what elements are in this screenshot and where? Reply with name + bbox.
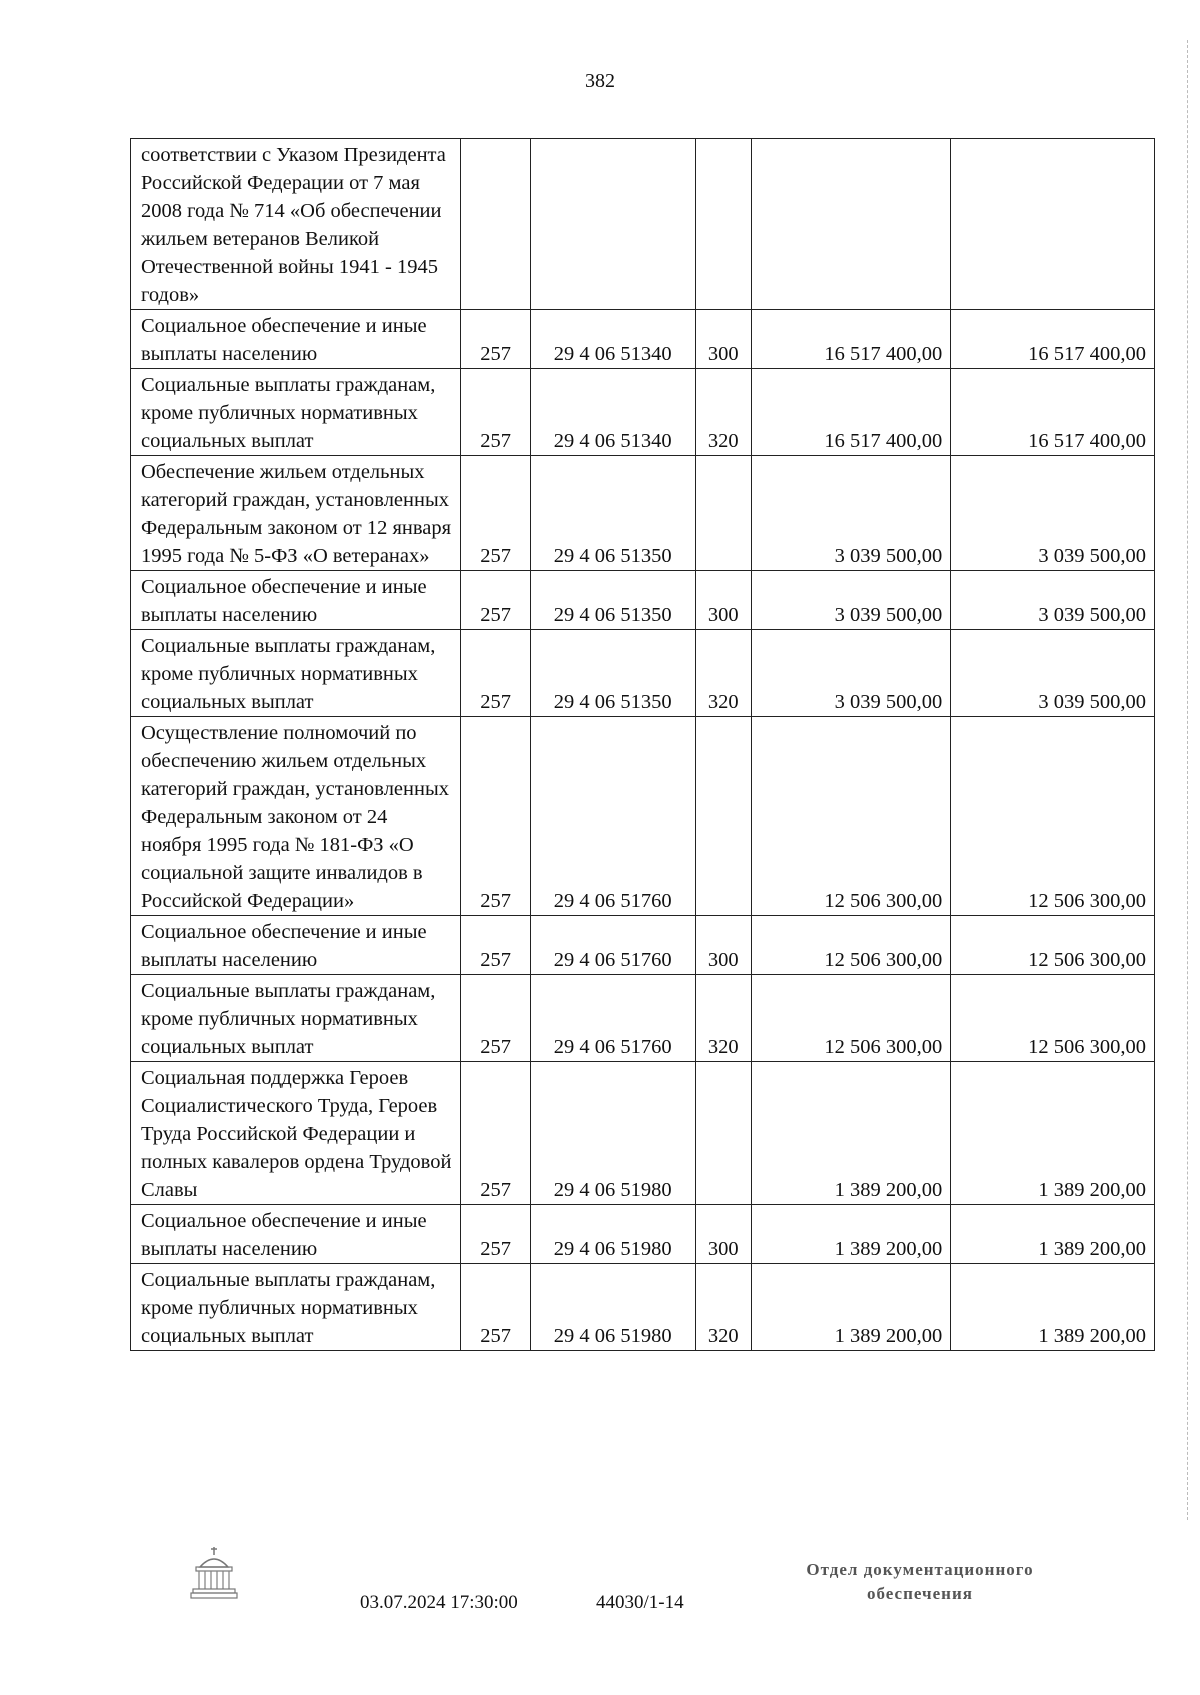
page-number: 382 bbox=[585, 70, 615, 92]
cell-amount-2: 3 039 500,00 bbox=[951, 456, 1155, 571]
cell-target-article: 29 4 06 51350 bbox=[530, 456, 695, 571]
cell-name: соответствии с Указом Президента Российской Федерации от 7 мая 2008 года № 714 «Об обеспечении жильем ветеранов Великой Отечественной войны 1941 - 1945 годов» bbox=[131, 139, 461, 310]
cell-name: Социальные выплаты гражданам, кроме публичных нормативных социальных выплат bbox=[131, 1264, 461, 1351]
table-row bbox=[131, 630, 1155, 717]
cell-target-article: 29 4 06 51980 bbox=[530, 1062, 695, 1205]
cell-amount-1 bbox=[751, 139, 950, 310]
scan-edge-marks bbox=[1187, 40, 1192, 1520]
table-row bbox=[131, 571, 1155, 630]
table-row bbox=[131, 975, 1155, 1062]
cell-amount-2: 12 506 300,00 bbox=[951, 916, 1155, 975]
cell-target-article: 29 4 06 51980 bbox=[530, 1205, 695, 1264]
cell-name: Социальные выплаты гражданам, кроме публичных нормативных социальных выплат bbox=[131, 975, 461, 1062]
cell-expense-type bbox=[695, 717, 751, 916]
cell-target-article: 29 4 06 51340 bbox=[530, 310, 695, 369]
cell-ministry-code: 257 bbox=[461, 369, 530, 456]
cell-ministry-code bbox=[461, 139, 530, 310]
cell-target-article: 29 4 06 51760 bbox=[530, 717, 695, 916]
cell-amount-2: 12 506 300,00 bbox=[951, 717, 1155, 916]
stamp-line-2: обеспечения bbox=[867, 1584, 973, 1603]
cell-name: Социальные выплаты гражданам, кроме публичных нормативных социальных выплат bbox=[131, 630, 461, 717]
cell-target-article: 29 4 06 51760 bbox=[530, 916, 695, 975]
cell-amount-2: 1 389 200,00 bbox=[951, 1205, 1155, 1264]
cell-target-article: 29 4 06 51340 bbox=[530, 369, 695, 456]
cell-target-article: 29 4 06 51350 bbox=[530, 630, 695, 717]
stamp-line-1: Отдел документационного bbox=[806, 1560, 1034, 1579]
cell-ministry-code: 257 bbox=[461, 916, 530, 975]
cell-expense-type: 300 bbox=[695, 571, 751, 630]
table-row bbox=[131, 369, 1155, 456]
table-row bbox=[131, 1264, 1155, 1351]
cell-ministry-code: 257 bbox=[461, 1264, 530, 1351]
cell-ministry-code: 257 bbox=[461, 456, 530, 571]
cell-amount-1: 16 517 400,00 bbox=[751, 369, 950, 456]
cell-expense-type bbox=[695, 139, 751, 310]
cell-amount-1: 12 506 300,00 bbox=[751, 975, 950, 1062]
cell-name: Социальное обеспечение и иные выплаты населению bbox=[131, 1205, 461, 1264]
cell-ministry-code: 257 bbox=[461, 571, 530, 630]
cell-name: Социальное обеспечение и иные выплаты населению bbox=[131, 310, 461, 369]
cell-amount-2: 3 039 500,00 bbox=[951, 630, 1155, 717]
cell-amount-1: 1 389 200,00 bbox=[751, 1062, 950, 1205]
cell-amount-1: 1 389 200,00 bbox=[751, 1205, 950, 1264]
table-row bbox=[131, 1205, 1155, 1264]
cell-amount-1: 12 506 300,00 bbox=[751, 717, 950, 916]
department-stamp bbox=[770, 1558, 1070, 1606]
cell-expense-type: 320 bbox=[695, 1264, 751, 1351]
cell-amount-1: 3 039 500,00 bbox=[751, 630, 950, 717]
table-row bbox=[131, 916, 1155, 975]
cell-expense-type: 320 bbox=[695, 369, 751, 456]
cell-name: Социальные выплаты гражданам, кроме публичных нормативных социальных выплат bbox=[131, 369, 461, 456]
cell-amount-1: 3 039 500,00 bbox=[751, 456, 950, 571]
cell-amount-1: 16 517 400,00 bbox=[751, 310, 950, 369]
cell-amount-2 bbox=[951, 139, 1155, 310]
cell-amount-1: 12 506 300,00 bbox=[751, 916, 950, 975]
cell-amount-2: 1 389 200,00 bbox=[951, 1062, 1155, 1205]
cell-name: Социальное обеспечение и иные выплаты населению bbox=[131, 571, 461, 630]
cell-amount-1: 1 389 200,00 bbox=[751, 1264, 950, 1351]
cell-expense-type: 320 bbox=[695, 630, 751, 717]
table-row bbox=[131, 139, 1155, 310]
footer-date: 03.07.2024 17:30:00 bbox=[360, 1592, 518, 1613]
duma-building-icon bbox=[190, 1545, 238, 1601]
cell-name: Обеспечение жильем отдельных категорий граждан, установленных Федеральным законом от 12 января 1995 года № 5-ФЗ «О ветеранах» bbox=[131, 456, 461, 571]
budget-table bbox=[130, 138, 1155, 1351]
cell-name: Социальная поддержка Героев Социалистического Труда, Героев Труда Российской Федерации и полных кавалеров ордена Трудовой Славы bbox=[131, 1062, 461, 1205]
table-row bbox=[131, 456, 1155, 571]
cell-expense-type: 300 bbox=[695, 916, 751, 975]
cell-amount-2: 16 517 400,00 bbox=[951, 310, 1155, 369]
cell-expense-type: 300 bbox=[695, 310, 751, 369]
cell-target-article bbox=[530, 139, 695, 310]
table-row bbox=[131, 717, 1155, 916]
budget-table-body bbox=[131, 139, 1155, 1351]
cell-expense-type: 300 bbox=[695, 1205, 751, 1264]
cell-target-article: 29 4 06 51350 bbox=[530, 571, 695, 630]
cell-expense-type: 320 bbox=[695, 975, 751, 1062]
table-row bbox=[131, 310, 1155, 369]
cell-ministry-code: 257 bbox=[461, 717, 530, 916]
cell-amount-2: 16 517 400,00 bbox=[951, 369, 1155, 456]
cell-expense-type bbox=[695, 456, 751, 571]
footer-document-code: 44030/1-14 bbox=[596, 1592, 684, 1613]
cell-amount-1: 3 039 500,00 bbox=[751, 571, 950, 630]
cell-name: Социальное обеспечение и иные выплаты населению bbox=[131, 916, 461, 975]
cell-ministry-code: 257 bbox=[461, 310, 530, 369]
cell-target-article: 29 4 06 51760 bbox=[530, 975, 695, 1062]
cell-ministry-code: 257 bbox=[461, 630, 530, 717]
cell-ministry-code: 257 bbox=[461, 1062, 530, 1205]
cell-ministry-code: 257 bbox=[461, 1205, 530, 1264]
cell-expense-type bbox=[695, 1062, 751, 1205]
cell-name: Осуществление полномочий по обеспечению жильем отдельных категорий граждан, установленных Федеральным законом от 24 ноября 1995 года № 181-ФЗ «О социальной защите инвалидов в Российской Федерации» bbox=[131, 717, 461, 916]
cell-amount-2: 1 389 200,00 bbox=[951, 1264, 1155, 1351]
cell-amount-2: 12 506 300,00 bbox=[951, 975, 1155, 1062]
cell-amount-2: 3 039 500,00 bbox=[951, 571, 1155, 630]
table-row bbox=[131, 1062, 1155, 1205]
cell-target-article: 29 4 06 51980 bbox=[530, 1264, 695, 1351]
cell-ministry-code: 257 bbox=[461, 975, 530, 1062]
